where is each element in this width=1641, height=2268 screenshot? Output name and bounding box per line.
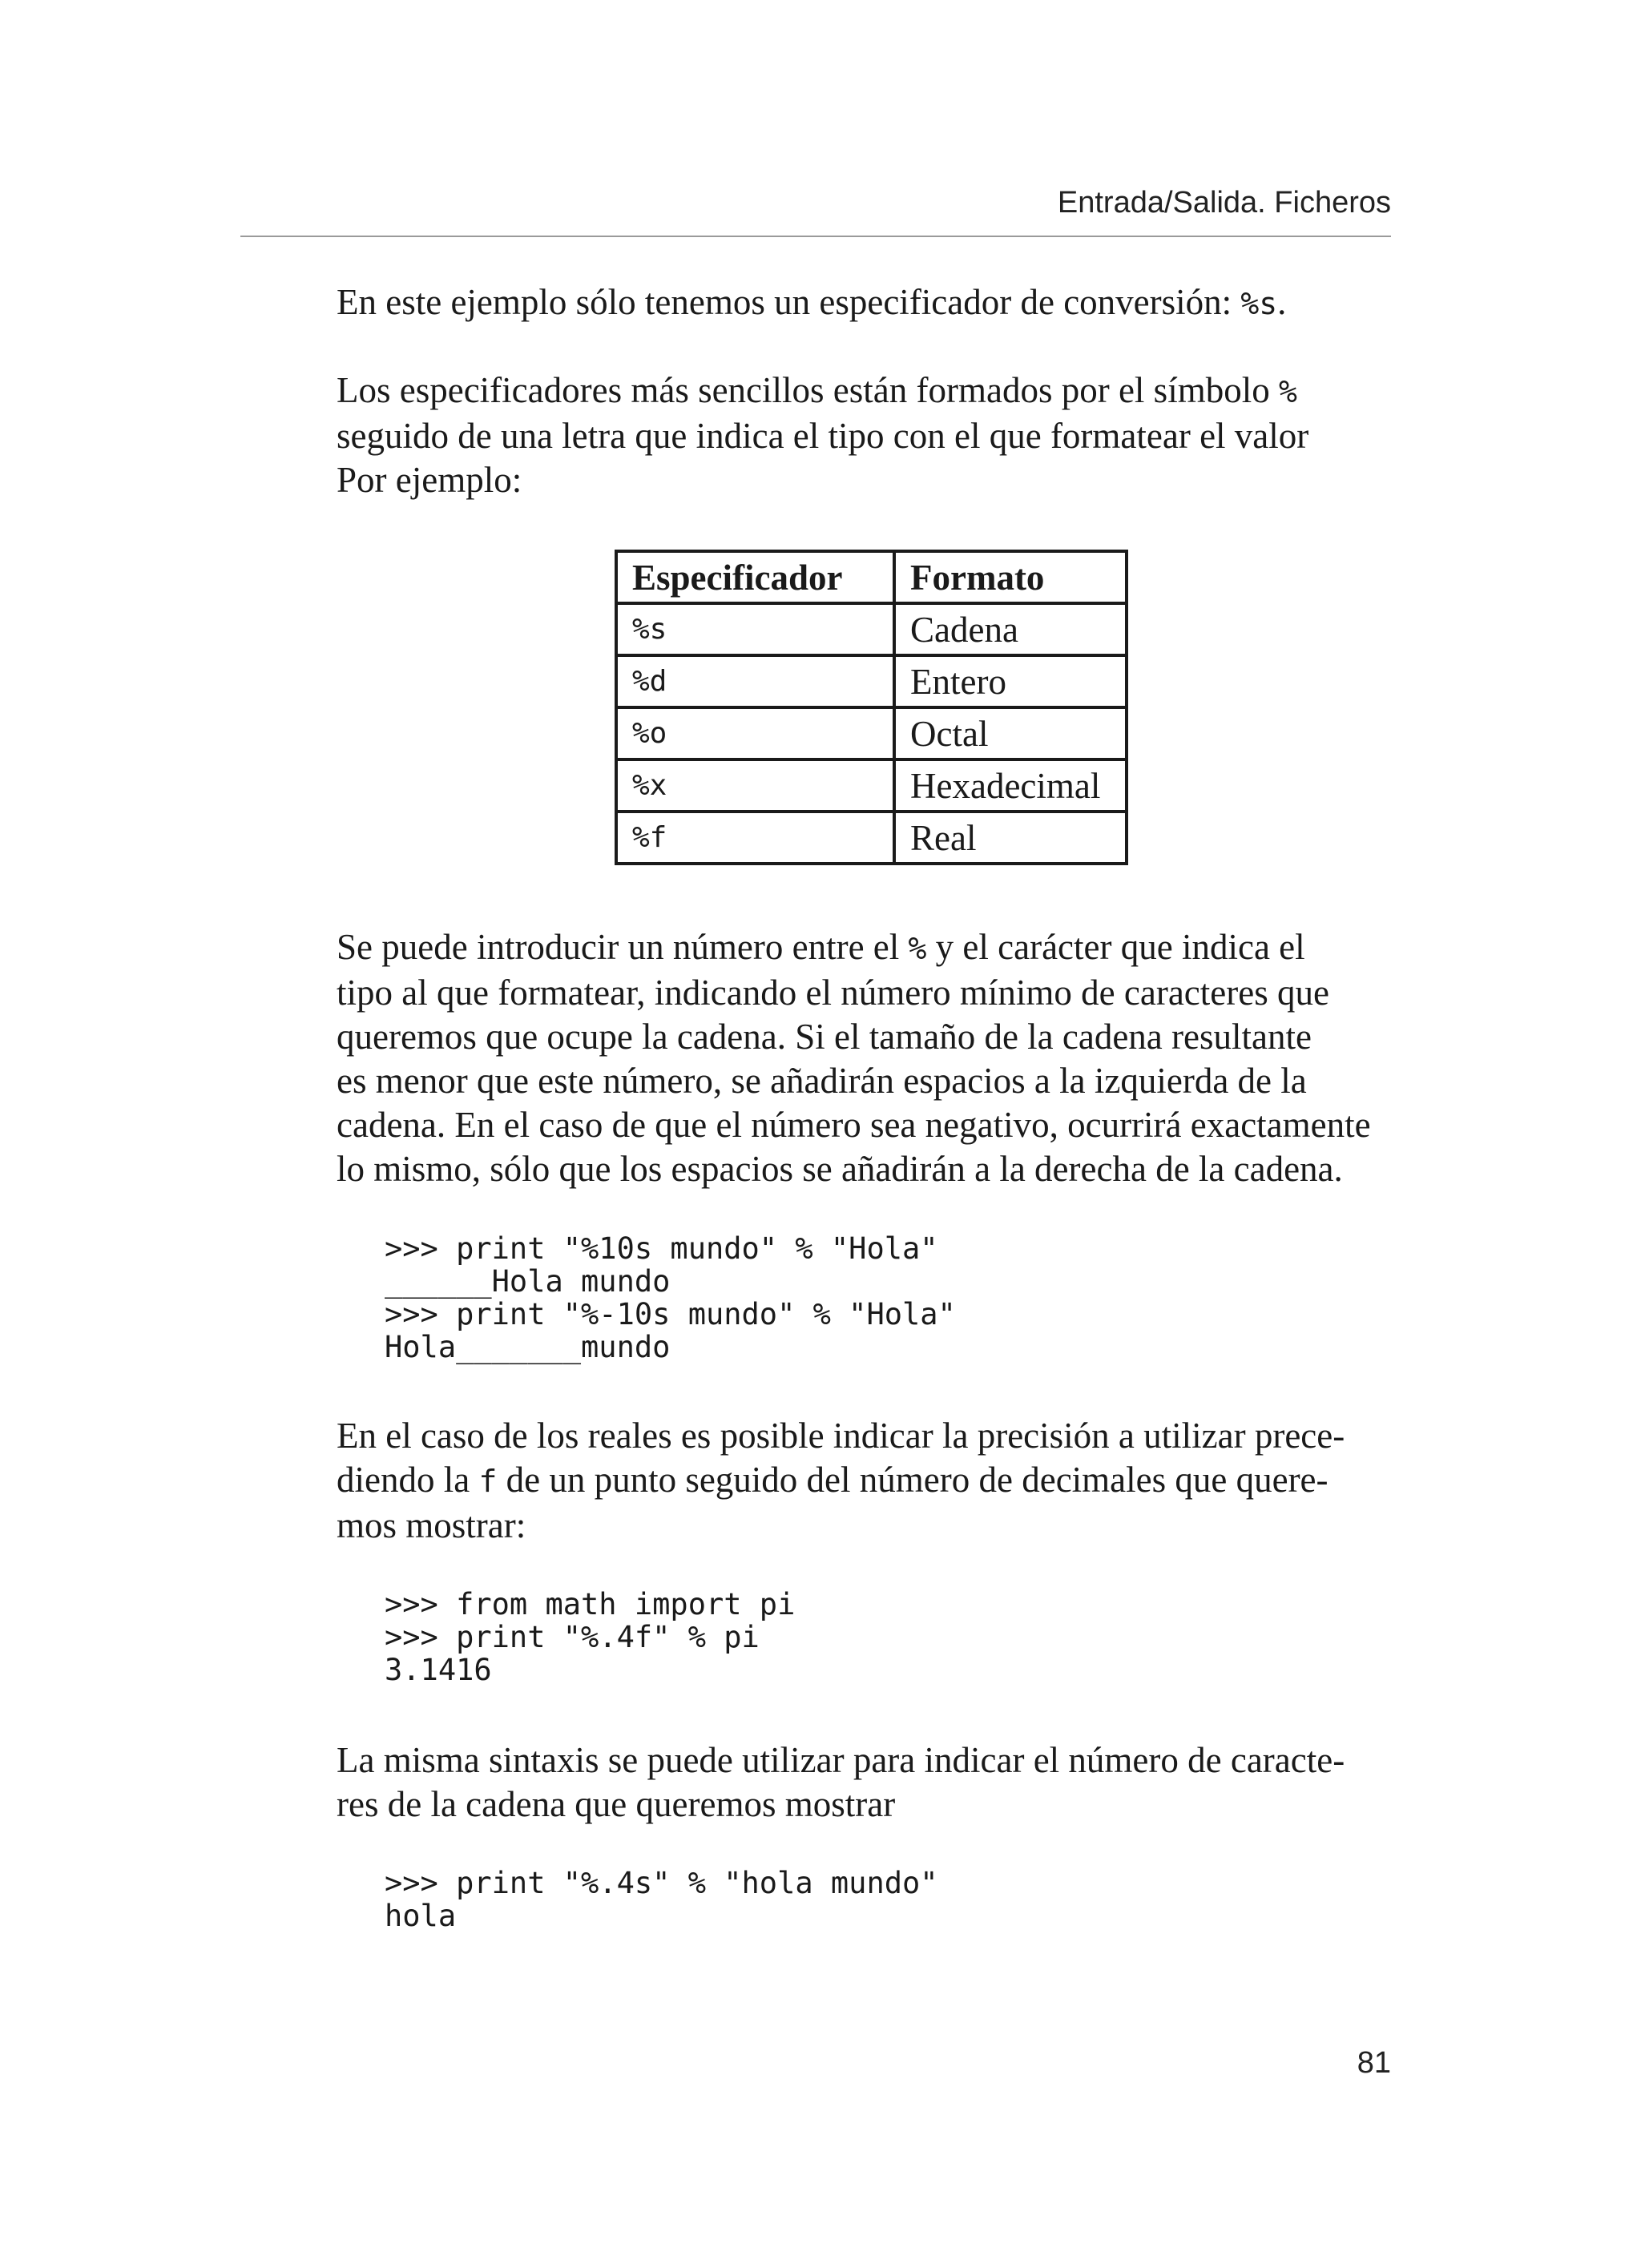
paragraph-width-number [337, 925, 1394, 1191]
paragraph-text: Se puede introducir un número entre el [337, 927, 909, 967]
specifier-cell: %o [616, 707, 894, 759]
table-row [616, 603, 1127, 655]
paragraph-text-end: seguido de una letra que indica el tipo con el que formatear el valor Por ejemplo: [337, 416, 1309, 500]
format-cell: Entero [894, 655, 1127, 707]
inline-code: %s [1240, 286, 1278, 321]
table-row [616, 759, 1127, 812]
running-head: Entrada/Salida. Ficheros [1057, 186, 1391, 220]
paragraph-text-end: . [1277, 282, 1287, 322]
paragraph-text-end: de un punto seguido del número de decimales que quere- mos mostrar: [337, 1460, 1329, 1545]
specifier-cell: %f [616, 812, 894, 864]
code-block-string-length: >>> print "%.4s" % "hola mundo" hola [385, 1866, 938, 1933]
paragraph-text: Los especificadores más sencillos están formados por el símbolo [337, 370, 1279, 410]
paragraph-text-end: y el carácter que indica el tipo al que formatear, indicando el número mínimo de caracteres que queremos que ocupe la cadena. Si el tamaño de la cadena resultante es menor que este número, se añadirán espacios a la izquierda de la cadena. En el caso de que el número sea negativo, ocurrirá exactamente lo mismo, sólo que los espacios se añadirán a la derecha de la cadena. [337, 927, 1371, 1189]
format-cell: Cadena [894, 603, 1127, 655]
format-cell: Octal [894, 707, 1127, 759]
table-row [616, 655, 1127, 707]
paragraph-text: La misma sintaxis se puede utilizar para indicar el número de caracte- res de la cadena que queremos mostrar [337, 1740, 1345, 1824]
column-header-specifier: Especificador [616, 551, 894, 603]
header-rule [240, 236, 1391, 237]
specifier-table [615, 550, 1128, 865]
table-row [616, 812, 1127, 864]
paragraph-text: En el caso de los reales es posible indicar la precisión a utilizar prece- diendo la [337, 1416, 1345, 1500]
table-row [616, 707, 1127, 759]
paragraph-conversion-specifier [337, 280, 1394, 326]
inline-code: f [478, 1464, 498, 1499]
specifier-cell: %s [616, 603, 894, 655]
specifier-cell: %x [616, 759, 894, 812]
paragraph-simple-specifiers [337, 369, 1394, 502]
code-block-width: >>> print "%10s mundo" % "Hola" ______Hola mundo >>> print "%-10s mundo" % "Hola" Hola_______mundo [385, 1231, 956, 1364]
specifier-cell: %d [616, 655, 894, 707]
column-header-format: Formato [894, 551, 1127, 603]
page-number: 81 [1357, 2046, 1391, 2080]
paragraph-precision [337, 1414, 1394, 1548]
format-cell: Real [894, 812, 1127, 864]
paragraph-text: En este ejemplo sólo tenemos un especificador de conversión: [337, 282, 1241, 322]
table-header-row [616, 551, 1127, 603]
inline-code: % [908, 931, 927, 966]
code-block-precision: >>> from math import pi >>> print "%.4f" % pi 3.1416 [385, 1587, 796, 1687]
inline-code: % [1278, 374, 1297, 409]
paragraph-string-length [337, 1738, 1394, 1827]
format-cell: Hexadecimal [894, 759, 1127, 812]
